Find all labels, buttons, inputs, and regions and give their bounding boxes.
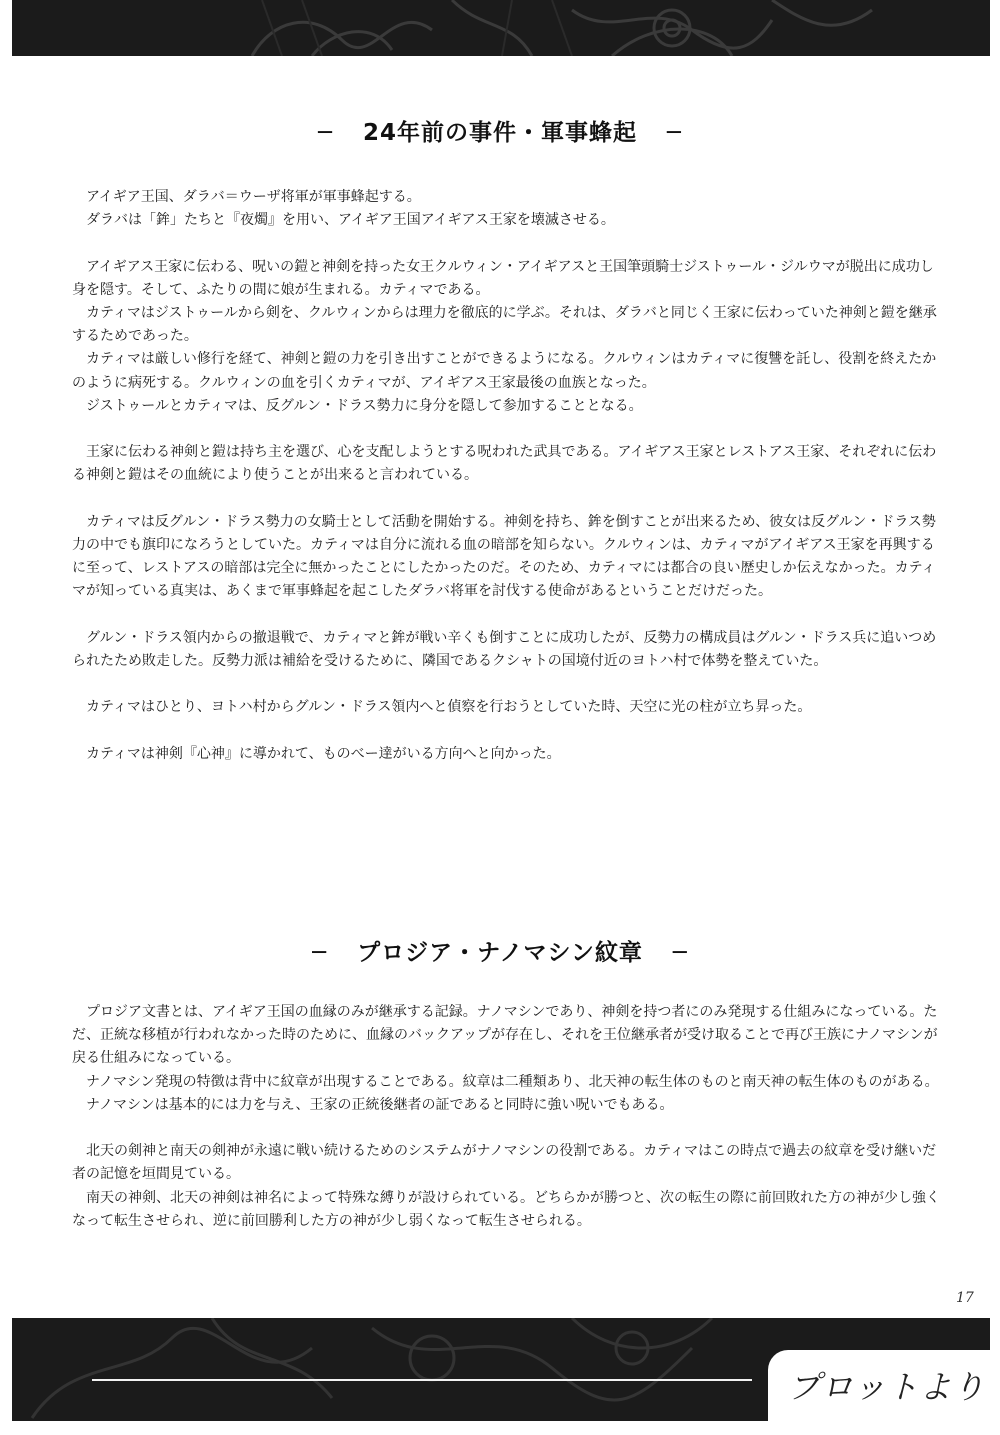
section-body-incident [72,186,946,766]
heading-dash-icon: ─ [318,120,333,146]
footer-title: プロットより [788,1368,986,1406]
paragraph: カティマは神剣『心神』に導かれて、ものべー達がいる方向へと向かった。 [86,745,561,762]
ornament-pattern-icon [12,0,990,56]
heading-dash-icon: ─ [312,940,328,966]
paragraph: カティマは厳しい修行を経て、神剣と鎧の力を引き出すことができるようになる。クルウィンはカティマに復讐を託し、役割を終えたかのように病死する。クルウィンの血を引くカティマが、アイギアス王家最後の血族となった。 [72,351,937,391]
paragraph: アイギアス王家に伝わる、呪いの鎧と神剣を持った女王クルウィン・アイギアスと王国筆頭騎士ジストゥール・ジルウマが脱出に成功し身を隠す。そして、ふたりの間に娘が生まれる。カティマである。 [72,258,934,298]
section-title: プロジア・ナノマシン紋章 [357,940,643,966]
paragraph: 南天の神剣、北天の神剣は神名によって特殊な縛りが設けられている。どちらかが勝つと、次の転生の際に前回敗れた方の神が少し強くなって転生させられ、逆に前回勝利した方の神が少し弱くなって転生させられる。 [72,1189,940,1229]
paragraph: ナノマシンは基本的には力を与え、王家の正統後継者の証であると同時に強い呪いでもある。 [86,1096,674,1113]
heading-dash-icon: ─ [667,120,682,146]
heading-dash-icon: ─ [672,940,688,966]
page-number: 17 [956,1290,974,1306]
paragraph: グルン・ドラス領内からの撤退戦で、カティマと鉾が戦い辛くも倒すことに成功したが、反勢力の構成員はグルン・ドラス兵に追いつめられたため敗走した。反勢力派は補給を受けるために、隣国であるクシャトの国境付近のヨトハ村で体勢を整えていた。 [72,629,937,669]
section-heading-nanomachine [0,934,1000,967]
paragraph: カティマはジストゥールから剣を、クルウィンからは理力を徹底的に学ぶ。それは、ダラバと同じく王家に伝わっていた神剣と鎧を継承するためであった。 [72,305,937,345]
paragraph: ダラバは「鉾」たちと『夜燭』を用い、アイギア王国アイギアス王家を壊滅させる。 [86,212,615,229]
paragraph: 王家に伝わる神剣と鎧は持ち主を選び、心を支配しようとする呪われた武具である。アイギアス王家とレストアス王家、それぞれに伝わる神剣と鎧はその血統により使うことが出来ると言われている。 [72,444,937,484]
section-body-nanomachine [72,1001,946,1233]
paragraph: カティマはひとり、ヨトハ村からグルン・ドラス領内へと偵察を行おうとしていた時、天空に光の柱が立ち昇った。 [86,699,812,716]
paragraph: カティマは反グルン・ドラス勢力の女騎士として活動を開始する。神剣を持ち、鉾を倒すことが出来るため、彼女は反グルン・ドラス勢力の中でも旗印になろうとしていた。カティマは自分に流れる血の暗部を知らない。クルウィンは、カティマがアイギアス王家を再興するに至って、レストアスの暗部は完全に無かったことにしたかったのだ。そのため、カティマには都合の良い歴史しか伝えなかった。カティマが知っている真実は、あくまで軍事蜂起を起こしたダラバ将軍を討伐する使命があるということだけだった。 [72,513,936,600]
paragraph: ナノマシン発現の特徴は背中に紋章が出現することである。紋章は二種類あり、北天神の転生体のものと南天神の転生体のものがある。 [86,1073,939,1090]
paragraph: プロジア文書とは、アイギア王国の血縁のみが継承する記録。ナノマシンであり、神剣を持つ者にのみ発現する仕組みになっている。ただ、正統な移植が行われなかった時のために、血縁のバックアップが存在し、それを王位継承者が受け取ることで再び王族にナノマシンが戻る仕組みになっている。 [72,1004,938,1067]
paragraph: ジストゥールとカティマは、反グルン・ドラス勢力に身分を隠して参加することとなる。 [86,397,643,414]
section-title: 24年前の事件・軍事蜂起 [362,120,637,146]
paragraph: 北天の剣神と南天の剣神が永遠に戦い続けるためのシステムがナノマシンの役割である。カティマはこの時点で過去の紋章を受け継いだ者の記憶を垣間見ている。 [72,1143,937,1183]
footer-divider [92,1379,752,1381]
header-banner [12,0,990,56]
paragraph: アイギア王国、ダラバ＝ウーザ将軍が軍事蜂起する。 [86,189,421,205]
section-heading-incident [0,114,1000,147]
